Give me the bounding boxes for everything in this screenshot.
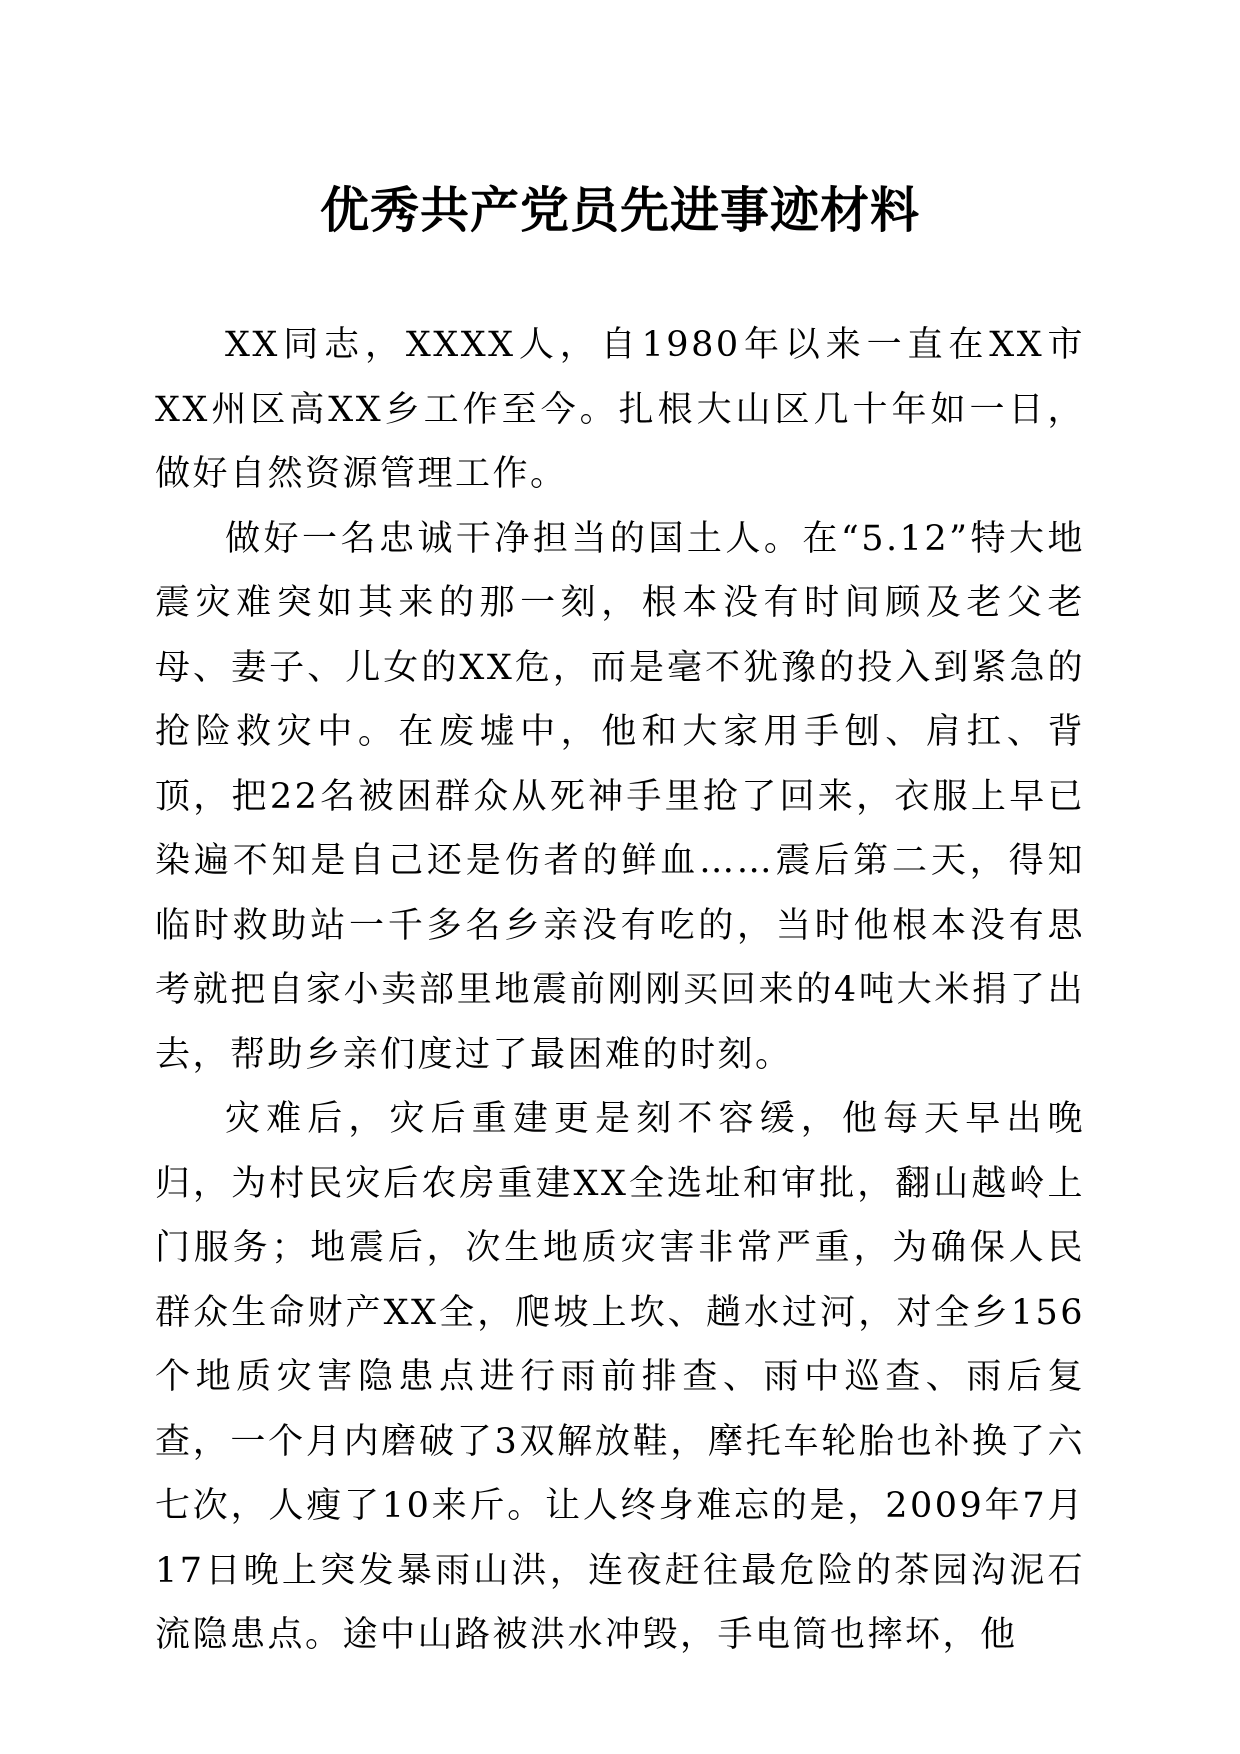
paragraph-reconstruction: 灾难后，灾后重建更是刻不容缓，他每天早出晚归，为村民灾后农房重建XX全选址和审批，翻山越岭上门服务；地震后，次生地质灾害非常严重，为确保人民群众生命财产XX全，爬坡上坎、趟水过河，对全乡156个地质灾害隐患点进行雨前排查、雨中巡查、雨后复查，一个月内磨破了3双解放鞋，摩托车轮胎也补换了六七次，人瘦了10来斤。让人终身难忘的是，2009年7月17日晚上突发暴雨山洪，连夜赶往最危险的茶园沟泥石流隐患点。途中山路被洪水冲毁，手电筒也摔坏，他 <box>155 1099 1085 1655</box>
document-body <box>155 313 1085 1668</box>
document-title: 优秀共产党员先进事迹材料 <box>319 181 920 239</box>
paragraph-earthquake: 做好一名忠诚干净担当的国土人。在“5.12”特大地震灾难突如其来的那一刻，根本没有时间顾及老父老母、妻子、儿女的XX危，而是毫不犹豫的投入到紧急的抢险救灾中。在废墟中，他和大家用手刨、肩扛、背顶，把22名被困群众从死神手里抢了回来，衣服上早已染遍不知是自己还是伤者的鲜血……震后第二天，得知临时救助站一千多名乡亲没有吃的，当时他根本没有思考就把自家小卖部里地震前刚刚买回来的4吨大米捐了出去，帮助乡亲们度过了最困难的时刻。 <box>155 518 1085 1075</box>
paragraph-intro: XX同志，XXXX人，自1980年以来一直在XX市XX州区高XX乡工作至今。扎根大山区几十年如一日，做好自然资源管理工作。 <box>155 325 1085 494</box>
